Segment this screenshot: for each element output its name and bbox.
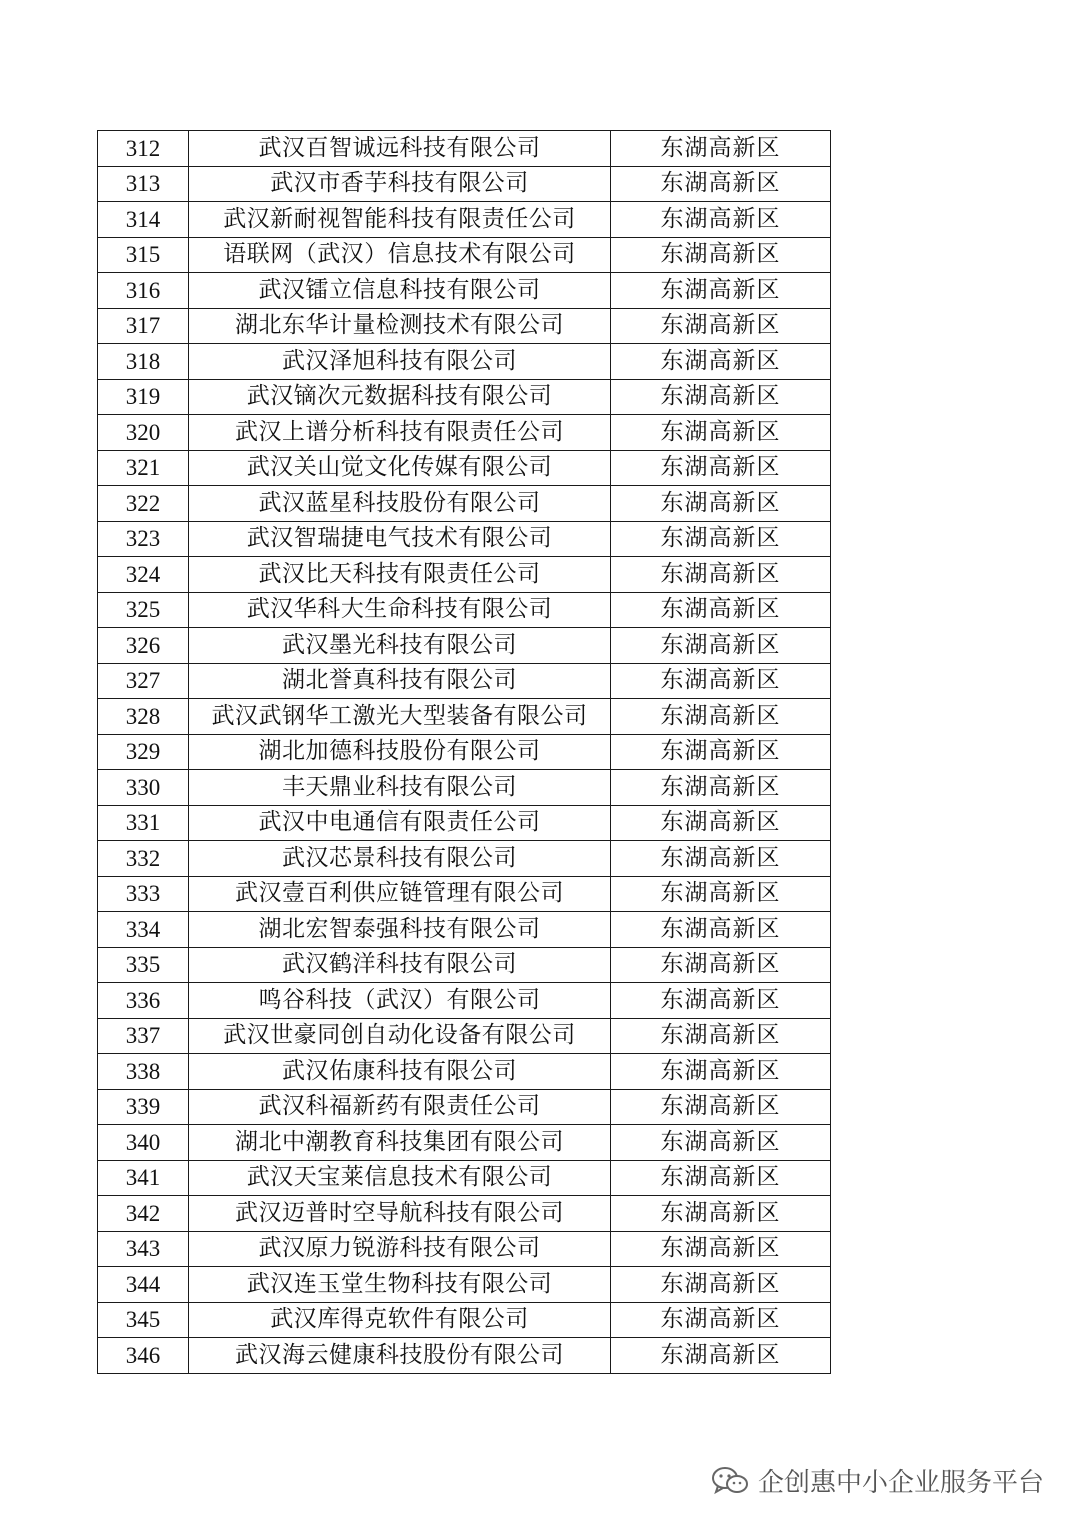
company-name: 武汉武钢华工激光大型装备有限公司 (189, 699, 611, 735)
row-number: 337 (98, 1018, 189, 1054)
row-number: 312 (98, 131, 189, 167)
company-name: 武汉比天科技有限责任公司 (189, 557, 611, 593)
table-row (98, 1125, 831, 1161)
district-name: 东湖高新区 (611, 486, 831, 522)
table-row (98, 521, 831, 557)
company-name: 湖北加德科技股份有限公司 (189, 734, 611, 770)
company-name: 湖北宏智泰强科技有限公司 (189, 912, 611, 948)
row-number: 317 (98, 308, 189, 344)
table-row (98, 876, 831, 912)
district-name: 东湖高新区 (611, 1267, 831, 1303)
row-number: 345 (98, 1302, 189, 1338)
district-name: 东湖高新区 (611, 344, 831, 380)
district-name: 东湖高新区 (611, 628, 831, 664)
row-number: 338 (98, 1054, 189, 1090)
table-row (98, 344, 831, 380)
row-number: 319 (98, 379, 189, 415)
company-name: 武汉墨光科技有限公司 (189, 628, 611, 664)
district-name: 东湖高新区 (611, 1231, 831, 1267)
district-name: 东湖高新区 (611, 1089, 831, 1125)
district-name: 东湖高新区 (611, 308, 831, 344)
row-number: 314 (98, 202, 189, 238)
company-name: 武汉芯景科技有限公司 (189, 841, 611, 877)
company-name: 武汉天宝莱信息技术有限公司 (189, 1160, 611, 1196)
row-number: 315 (98, 237, 189, 273)
row-number: 327 (98, 663, 189, 699)
row-number: 346 (98, 1338, 189, 1374)
company-name: 武汉上谱分析科技有限责任公司 (189, 415, 611, 451)
row-number: 343 (98, 1231, 189, 1267)
table-row (98, 1089, 831, 1125)
company-name: 武汉鹤洋科技有限公司 (189, 947, 611, 983)
company-name: 武汉迈普时空导航科技有限公司 (189, 1196, 611, 1232)
district-name: 东湖高新区 (611, 1160, 831, 1196)
table-row (98, 628, 831, 664)
company-name: 武汉市香芋科技有限公司 (189, 166, 611, 202)
company-name: 武汉关山觉文化传媒有限公司 (189, 450, 611, 486)
table-row (98, 202, 831, 238)
table-row (98, 983, 831, 1019)
district-name: 东湖高新区 (611, 1338, 831, 1374)
table-row (98, 273, 831, 309)
row-number: 313 (98, 166, 189, 202)
company-name: 武汉海云健康科技股份有限公司 (189, 1338, 611, 1374)
company-name: 鸣谷科技（武汉）有限公司 (189, 983, 611, 1019)
district-name: 东湖高新区 (611, 983, 831, 1019)
row-number: 333 (98, 876, 189, 912)
district-name: 东湖高新区 (611, 947, 831, 983)
district-name: 东湖高新区 (611, 734, 831, 770)
district-name: 东湖高新区 (611, 557, 831, 593)
company-name: 武汉库得克软件有限公司 (189, 1302, 611, 1338)
table-row (98, 1231, 831, 1267)
district-name: 东湖高新区 (611, 166, 831, 202)
row-number: 341 (98, 1160, 189, 1196)
company-name: 武汉佑康科技有限公司 (189, 1054, 611, 1090)
table-row (98, 486, 831, 522)
row-number: 316 (98, 273, 189, 309)
company-name: 武汉泽旭科技有限公司 (189, 344, 611, 380)
row-number: 332 (98, 841, 189, 877)
table-row (98, 841, 831, 877)
company-name: 武汉镝次元数据科技有限公司 (189, 379, 611, 415)
table-row (98, 592, 831, 628)
table-row (98, 557, 831, 593)
company-name: 武汉世豪同创自动化设备有限公司 (189, 1018, 611, 1054)
district-name: 东湖高新区 (611, 1125, 831, 1161)
company-name: 武汉原力锐游科技有限公司 (189, 1231, 611, 1267)
company-name: 武汉新耐视智能科技有限责任公司 (189, 202, 611, 238)
district-name: 东湖高新区 (611, 450, 831, 486)
company-name: 湖北东华计量检测技术有限公司 (189, 308, 611, 344)
row-number: 340 (98, 1125, 189, 1161)
row-number: 331 (98, 805, 189, 841)
district-name: 东湖高新区 (611, 237, 831, 273)
company-name: 武汉镭立信息科技有限公司 (189, 273, 611, 309)
table-row (98, 1054, 831, 1090)
district-name: 东湖高新区 (611, 415, 831, 451)
table-row (98, 450, 831, 486)
company-list-table (97, 130, 831, 1374)
company-name: 丰天鼎业科技有限公司 (189, 770, 611, 806)
table-row (98, 131, 831, 167)
district-name: 东湖高新区 (611, 1302, 831, 1338)
table-row (98, 1338, 831, 1374)
district-name: 东湖高新区 (611, 1018, 831, 1054)
table-row (98, 947, 831, 983)
district-name: 东湖高新区 (611, 592, 831, 628)
company-name: 武汉华科大生命科技有限公司 (189, 592, 611, 628)
district-name: 东湖高新区 (611, 273, 831, 309)
row-number: 339 (98, 1089, 189, 1125)
table-row (98, 770, 831, 806)
company-name: 武汉壹百利供应链管理有限公司 (189, 876, 611, 912)
wechat-icon (710, 1465, 750, 1497)
table-body (98, 131, 831, 1374)
company-name: 武汉百智诚远科技有限公司 (189, 131, 611, 167)
district-name: 东湖高新区 (611, 1196, 831, 1232)
table-row (98, 1196, 831, 1232)
table-row (98, 699, 831, 735)
table-row (98, 1302, 831, 1338)
district-name: 东湖高新区 (611, 770, 831, 806)
row-number: 342 (98, 1196, 189, 1232)
table-row (98, 1160, 831, 1196)
table-row (98, 1267, 831, 1303)
district-name: 东湖高新区 (611, 379, 831, 415)
row-number: 328 (98, 699, 189, 735)
row-number: 324 (98, 557, 189, 593)
district-name: 东湖高新区 (611, 699, 831, 735)
district-name: 东湖高新区 (611, 663, 831, 699)
company-name: 武汉连玉堂生物科技有限公司 (189, 1267, 611, 1303)
district-name: 东湖高新区 (611, 876, 831, 912)
row-number: 323 (98, 521, 189, 557)
table-row (98, 734, 831, 770)
row-number: 322 (98, 486, 189, 522)
company-name: 武汉智瑞捷电气技术有限公司 (189, 521, 611, 557)
district-name: 东湖高新区 (611, 805, 831, 841)
table-row (98, 912, 831, 948)
row-number: 334 (98, 912, 189, 948)
district-name: 东湖高新区 (611, 841, 831, 877)
row-number: 320 (98, 415, 189, 451)
district-name: 东湖高新区 (611, 521, 831, 557)
row-number: 336 (98, 983, 189, 1019)
table-row (98, 663, 831, 699)
table-row (98, 1018, 831, 1054)
table-row (98, 308, 831, 344)
table-row (98, 166, 831, 202)
company-name: 武汉中电通信有限责任公司 (189, 805, 611, 841)
table-row (98, 379, 831, 415)
table-row (98, 415, 831, 451)
company-name: 武汉科福新药有限责任公司 (189, 1089, 611, 1125)
district-name: 东湖高新区 (611, 1054, 831, 1090)
row-number: 326 (98, 628, 189, 664)
company-name: 湖北中潮教育科技集团有限公司 (189, 1125, 611, 1161)
company-name: 湖北誉真科技有限公司 (189, 663, 611, 699)
row-number: 329 (98, 734, 189, 770)
row-number: 344 (98, 1267, 189, 1303)
district-name: 东湖高新区 (611, 912, 831, 948)
district-name: 东湖高新区 (611, 131, 831, 167)
company-name: 武汉蓝星科技股份有限公司 (189, 486, 611, 522)
watermark-text: 企创惠中小企业服务平台 (757, 1468, 1044, 1498)
row-number: 335 (98, 947, 189, 983)
table-row (98, 805, 831, 841)
row-number: 330 (98, 770, 189, 806)
row-number: 325 (98, 592, 189, 628)
company-name: 语联网（武汉）信息技术有限公司 (189, 237, 611, 273)
row-number: 321 (98, 450, 189, 486)
table-row (98, 237, 831, 273)
row-number: 318 (98, 344, 189, 380)
district-name: 东湖高新区 (611, 202, 831, 238)
watermark (710, 1462, 1044, 1499)
